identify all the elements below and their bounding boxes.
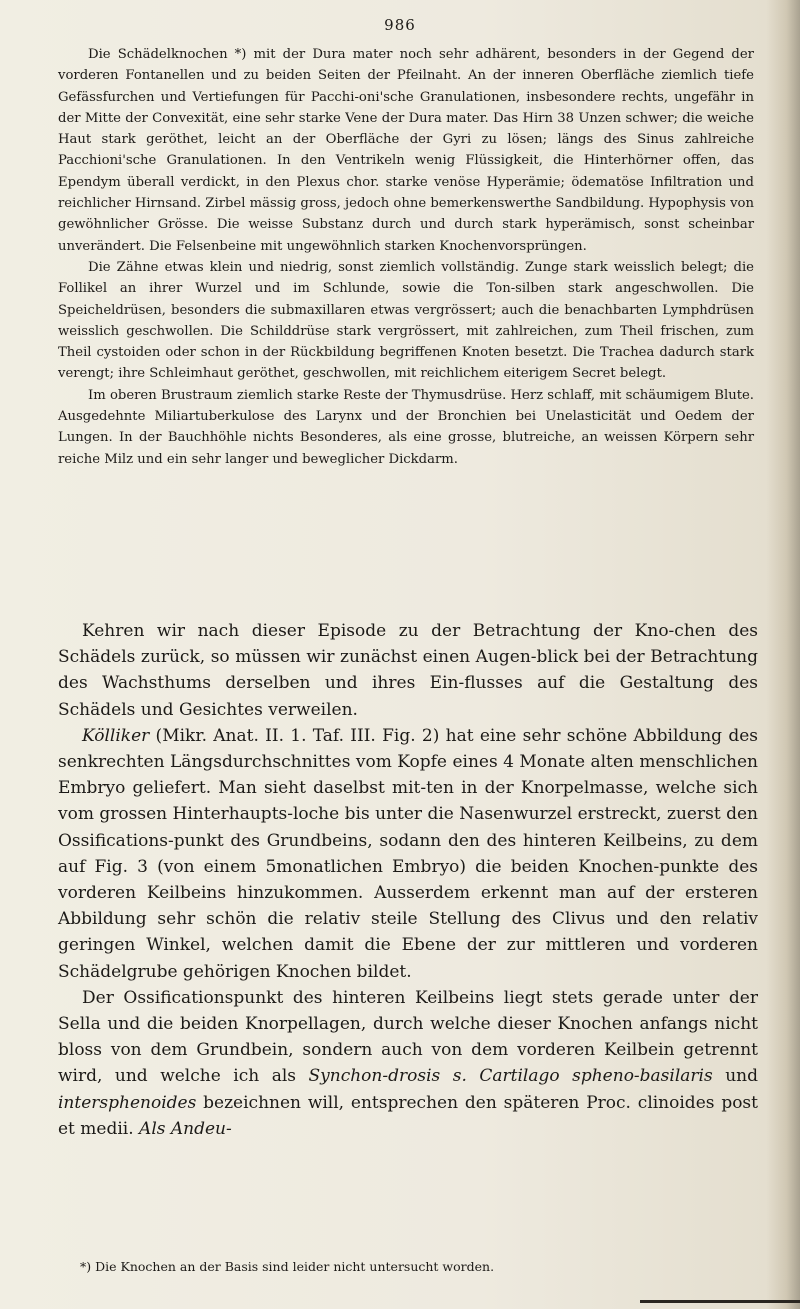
main-text-section — [58, 618, 758, 1142]
paragraph-text: (Mikr. Anat. II. 1. Taf. III. Fig. 2) hat eine sehr schöne Abbildung des senkrechten Längsdurchschnittes vom Kopfe eines 4 Monate alten menschlichen Embryo geliefert. Man sieht daselbst mit-ten in der Knorpelmasse, welche sich vom grossen Hinterhaupts-loche bis unter die Nasenwurzel erstreckt, zuerst den Ossifications-punkt des Grundbeins, sodann den des hinteren Keilbeins, zu dem auf Fig. 3 (von einem 5monatlichen Embryo) die beiden Knochen-punkte des vorderen Keilbeins hinzukommen. Ausserdem erkennt man auf der ersteren Abbildung sehr schön die relativ steile Stellung des Clivus und den relativ geringen Winkel, welchen damit die Ebene der zur mittleren und vorderen Schädelgrube gehörigen Knochen bildet. — [58, 725, 758, 982]
paragraph-text: Der Ossificationspunkt des hinteren Keilbeins liegt stets gerade unter der Sella und die beiden Knorpellagen, durch welche dieser Knochen anfangs nicht bloss von dem Grundbein, sondern auch von dem vorderen Keilbein getrennt wird, und welche ich als — [58, 987, 758, 1087]
autopsy-report-section — [58, 44, 754, 470]
main-paragraph-koelliker — [58, 723, 758, 985]
italic-term: Synchon-drosis s. Cartilago spheno-basilaris — [308, 1066, 713, 1087]
report-paragraph-skull: Die Schädelknochen *) mit der Dura mater noch sehr adhärent, besonders in der Gegend der vorderen Fontanellen und zu beiden Seiten der Pfeilnaht. An der inneren Oberfläche ziemlich tiefe Gefässfurchen und Vertiefungen für Pacchi-oni'sche Granulationen, insbesondere rechts, ungefähr in der Mitte der Convexität, eine sehr starke Vene der Dura mater. Das Hirn 38 Unzen schwer; die weiche Haut stark geröthet, leicht an der Oberfläche der Gyri zu lösen; längs des Sinus zahlreiche Pacchioni'sche Granulationen. In den Ventrikeln wenig Flüssigkeit, die Hinterhörner offen, das Ependym überall verdickt, in den Plexus chor. starke venöse Hyperämie; ödematöse Infiltration und reichlicher Hirnsand. Zirbel mässig gross, jedoch ohne bemerkenswerthe Sandbildung. Hypophysis von gewöhnlicher Grösse. Die weisse Substanz durch und durch stark hyperämisch, sonst scheinbar unverändert. Die Felsenbeine mit ungewöhnlich starken Knochenvorsprüngen. — [58, 47, 754, 254]
main-paragraph-ossification — [58, 985, 758, 1142]
paragraph-text: Kehren wir nach dieser Episode zu der Betrachtung der Kno-chen des Schädels zurück, so müssen wir zunächst einen Augen-blick bei der Betrachtung des Wachsthums derselben und ihres Ein-flusses auf die Gestaltung des Schädels und Gesichtes verweilen. — [58, 621, 758, 720]
report-paragraph-mouth-neck: Die Zähne etwas klein und niedrig, sonst ziemlich vollständig. Zunge stark weisslich belegt; die Follikel an ihrer Wurzel und im Schlunde, sowie die Ton-silben stark angeschwollen. Die Speicheldrüsen, besonders die submaxillaren etwas vergrössert; auch die benachbarten Lymphdrüsen weisslich geschwollen. Die Schilddrüse stark vergrössert, mit zahlreichen, zum Theil frischen, zum Theil cystoiden oder schon in der Rückbildung begriffenen Knoten besetzt. Die Trachea dadurch stark verengt; ihre Schleimhaut geröthet, geschwollen, mit reichlichem eiterigem Secret belegt. — [58, 259, 754, 382]
report-paragraph-chest-abdomen: Im oberen Brustraum ziemlich starke Reste der Thymusdrüse. Herz schlaff, mit schäumigem Blute. Ausgedehnte Miliartuberkulose des Larynx und der Bronchien bei Unelasticität und Oedem der Lungen. In der Bauchhöhle nichts Besonderes, als eine grosse, blutreiche, an weissen Körpern sehr reiche Milz und ein sehr langer und beweglicher Dickdarm. — [58, 387, 754, 467]
italic-term: Als Andeu- — [139, 1118, 232, 1139]
page-number: 986 — [384, 16, 416, 34]
footnote: *) Die Knochen an der Basis sind leider nicht untersucht worden. — [80, 1259, 495, 1274]
page-edge-shadow — [766, 0, 800, 1309]
main-paragraph-episode — [58, 618, 758, 723]
author-name: Kölliker — [82, 725, 150, 746]
paragraph-text: bezeichnen will, entsprechen den späteren Proc. clinoides post et medii. — [58, 1092, 758, 1139]
bottom-rule — [640, 1300, 800, 1303]
italic-term: intersphenoides — [58, 1092, 197, 1113]
paragraph-text: und — [712, 1066, 759, 1087]
